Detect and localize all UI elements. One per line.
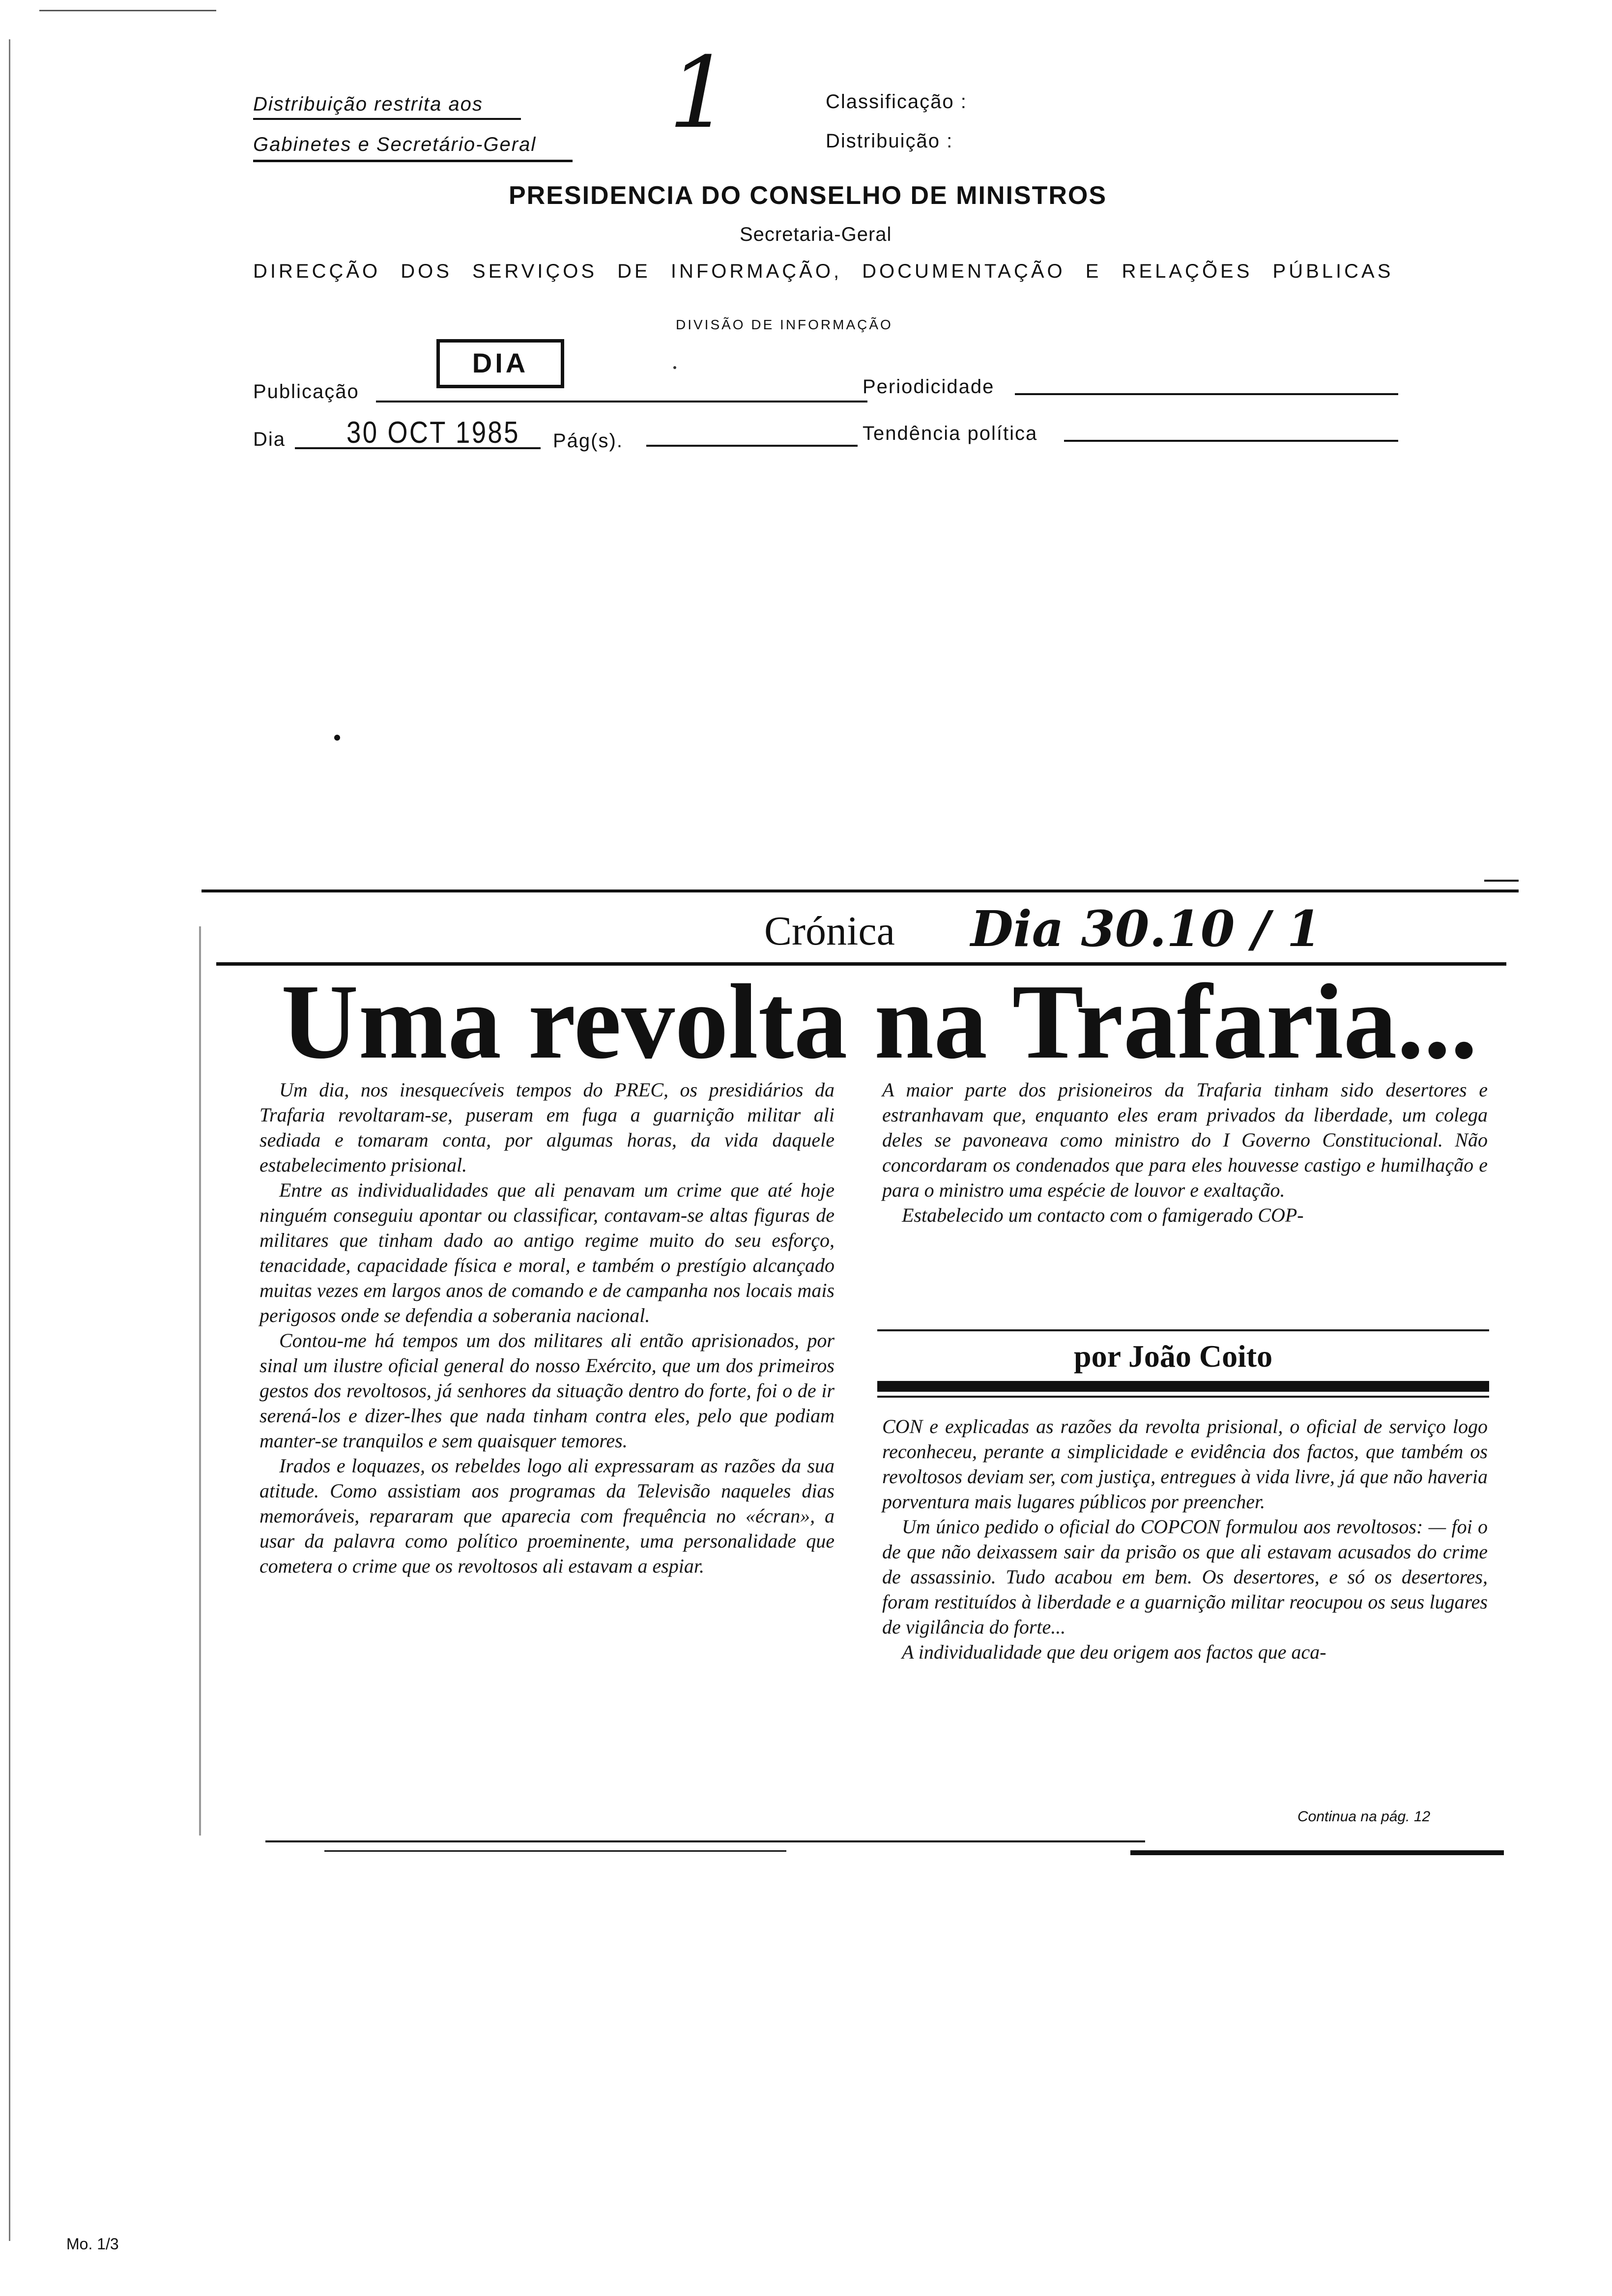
byline-top-rule (877, 1329, 1489, 1331)
left-paragraph-4: Irados e loquazes, os rebeldes logo ali expressaram as razões da sua atitude. Como assistiam aos programas da Televisão naqueles dias memoráveis, repararam que aparecia com frequência no «écran», a usar da palavra como político proeminente, uma personalidade que cometera o crime que os revoltosos ali estavam a espiar. (259, 1455, 835, 1577)
right-paragraph-1: A maior parte dos prisioneiros da Trafaria tinham sido desertores e estranhavam que, enquanto eles eram privados da liberdade, um colega deles se pavoneava como ministro do I Governo Constitucional. Não concordaram os condenados que para eles houvesse castigo e humilhação e para o ministro uma espécie de louvor e exaltação. (882, 1079, 1488, 1201)
restricted-underline-2 (253, 160, 573, 162)
publicacao-underline (376, 401, 867, 402)
restricted-distribution-line1: Distribuição restrita aos (253, 93, 483, 115)
presidency-title: PRESIDENCIA DO CONSELHO DE MINISTROS (509, 181, 1107, 210)
clipping-bottom-rule-left (265, 1840, 1145, 1842)
article-byline: por João Coito (1074, 1339, 1273, 1374)
handwritten-page-number: 1 (668, 36, 731, 150)
right-paragraph-4: Um único pedido o oficial do COPCON formulou aos revoltosos: — foi o de que não deixassem sair da prisão os que ali estavam acusados do crime de assassinio. Tudo acabou em bem. Os desertores, e só os desertores, foram restituídos à liberdade e a guarnição militar reocupou os seus lugares de vigilância do forte... (882, 1516, 1488, 1638)
publicacao-stamp: DIA (436, 339, 564, 388)
secretariat-title: Secretaria-Geral (740, 224, 892, 245)
scan-edge-top (39, 10, 216, 11)
restricted-distribution-line2: Gabinetes e Secretário-Geral (253, 134, 537, 155)
article-left-column (259, 1077, 835, 1578)
speck-1 (334, 735, 340, 741)
byline-bottom-rule (877, 1381, 1489, 1392)
publicacao-label: Publicação (253, 381, 359, 402)
right-paragraph-5: A individualidade que deu origem aos factos que aca- (902, 1641, 1326, 1663)
clipping-top-rule (202, 890, 1519, 892)
tendencia-label: Tendência política (863, 423, 1038, 444)
right-paragraph-3: CON e explicadas as razões da revolta prisional, o oficial de serviço logo reconheceu, perante a simplicidade e evidência dos factos, que também os revoltosos deviam ser, com justiça, entregues à vida livre, já que não haveria porventura mais lugares públicos por preencher. (882, 1415, 1488, 1513)
left-paragraph-2: Entre as individualidades que ali penavam um crime que até hoje ninguém conseguiu apontar ou classificar, contavam-se altas figuras de militares que tinham dado ao antigo regime muito do seu esforço, tenacidade, capacidade física e moral, e também o prestígio alcançado muitas vezes em largos anos de comando e de campanha nos locais mais perigosos onde se defendia a soberania nacional. (259, 1179, 835, 1326)
tendencia-underline (1064, 440, 1398, 442)
handwritten-date-note: Dia 30.10 / 1 (971, 900, 1322, 958)
restricted-underline-1 (253, 118, 521, 120)
dia-label: Dia (253, 429, 286, 450)
pags-underline (646, 445, 858, 447)
classification-label: Classificação : (826, 91, 967, 113)
section-label-cronica: Crónica (764, 908, 895, 954)
article-right-column-bottom (882, 1414, 1488, 1665)
article-title: Uma revolta na Trafaria... (281, 963, 1477, 1081)
left-paragraph-1: Um dia, nos inesquecíveis tempos do PREC, os presidiários da Trafaria revoltaram-se, puseram em fuga a guarnição militar ali sediada e tomaram conta, por algumas horas, da vida daquele estabelecimento prisional. (259, 1079, 835, 1176)
left-paragraph-3: Contou-me há tempos um dos militares ali então aprisionados, por sinal um ilustre oficial general do nosso Exército, que um dos primeiros gestos dos revoltosos, já senhores da situação dentro do forte, foi o de ir serená-los e dizer-lhes que nada tinham contra eles, pelo que podiam manter-se tranquilos e sem quaisquer temores. (259, 1329, 835, 1452)
right-paragraph-2: Estabelecido um contacto com o famigerado COP- (902, 1204, 1304, 1226)
directorate-title: DIRECÇÃO DOS SERVIÇOS DE INFORMAÇÃO, DOCUMENTAÇÃO E RELAÇÕES PÚBLICAS (253, 260, 1394, 282)
division-title: DIVISÃO DE INFORMAÇÃO (676, 317, 893, 332)
distribution-label: Distribuição : (826, 130, 953, 152)
clipping-bottom-rule-left-2 (324, 1850, 786, 1852)
form-model-number: Mo. 1/3 (66, 2235, 119, 2253)
clipping-bottom-rule-right (1130, 1850, 1504, 1855)
article-right-column-top (882, 1077, 1488, 1228)
periodicidade-label: Periodicidade (863, 376, 995, 398)
dia-stamp-date: 30 OCT 1985 (346, 416, 520, 450)
periodicidade-underline (1015, 393, 1398, 395)
byline-bottom-thin-rule (877, 1396, 1489, 1398)
continued-note: Continua na pág. 12 (1297, 1808, 1431, 1825)
pags-label: Pág(s). (553, 430, 623, 452)
scan-edge-left (9, 39, 10, 2241)
clipping-top-rule-right (1484, 880, 1519, 882)
clipping-left-edge (199, 926, 201, 1836)
speck-2 (673, 366, 676, 369)
